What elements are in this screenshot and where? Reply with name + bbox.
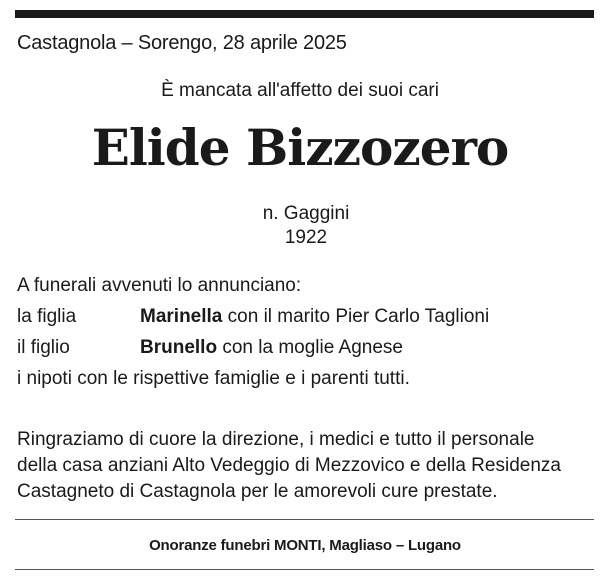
others-line: i nipoti con le rispettive famiglie e i parenti tutti. bbox=[17, 368, 410, 389]
relative-detail: con il marito Pier Carlo Taglioni bbox=[222, 306, 490, 327]
relative-entry bbox=[140, 337, 403, 359]
footer-divider-top bbox=[15, 519, 594, 520]
relative-name: Marinella bbox=[140, 306, 223, 327]
relative-entry bbox=[140, 306, 489, 328]
relation-label: il figlio bbox=[17, 337, 70, 358]
thanks-paragraph bbox=[17, 427, 592, 505]
birth-year: 1922 bbox=[284, 227, 328, 248]
relation-label: la figlia bbox=[17, 306, 77, 327]
place-date: Castagnola – Sorengo, 28 aprile 2025 bbox=[17, 32, 347, 54]
top-divider bbox=[15, 10, 594, 18]
thanks-line: della casa anziani Alto Vedeggio di Mezzovico e della Residenza bbox=[17, 455, 561, 476]
funeral-home: Onoranze funebri MONTI, Magliaso – Lugano bbox=[149, 537, 461, 554]
relative-name: Brunello bbox=[140, 337, 218, 358]
announcement-lead: A funerali avvenuti lo annunciano: bbox=[17, 275, 302, 296]
thanks-line: Ringraziamo di cuore la direzione, i medici e tutto il personale bbox=[17, 429, 535, 450]
thanks-line: Castagneto di Castagnola per le amorevoli cure prestate. bbox=[17, 481, 498, 502]
deceased-name: Elide Bizzozero bbox=[91, 118, 509, 177]
maiden-name: n. Gaggini bbox=[262, 203, 350, 224]
relative-detail: con la moglie Agnese bbox=[217, 337, 403, 358]
footer-divider-bottom bbox=[15, 569, 594, 570]
intro-line: È mancata all'affetto dei suoi cari bbox=[161, 80, 439, 101]
